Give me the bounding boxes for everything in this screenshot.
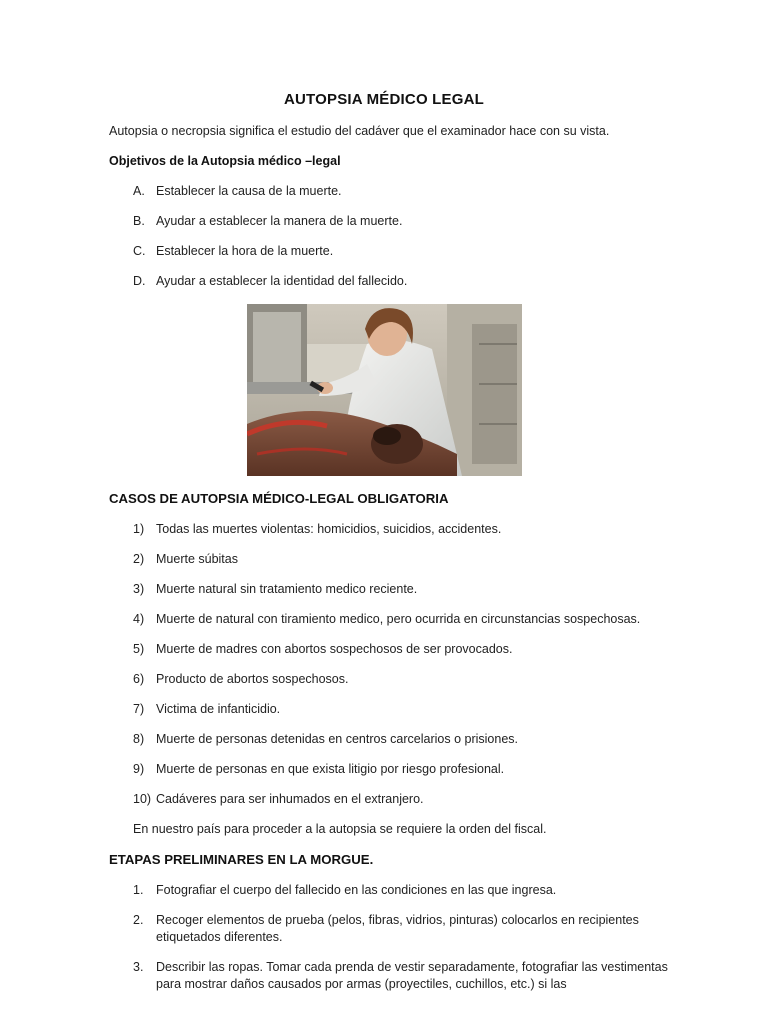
list-text: Muerte de madres con abortos sospechosos de ser provocados. [156, 642, 513, 656]
list-marker: B. [133, 214, 145, 228]
list-marker: 2) [133, 552, 145, 566]
list-marker: 1. [133, 883, 144, 897]
objective-item [133, 244, 333, 258]
case-item [133, 792, 424, 806]
list-text: Fotografiar el cuerpo del fallecido en las condiciones en las que ingresa. [156, 883, 557, 897]
list-marker: 4) [133, 612, 145, 626]
list-text: Establecer la causa de la muerte. [156, 184, 342, 198]
list-marker: 3) [133, 582, 145, 596]
fiscal-note: En nuestro país para proceder a la autopsia se requiere la orden del fiscal. [133, 822, 547, 836]
autopsy-photo-illustration [247, 304, 522, 476]
cases-heading: CASOS DE AUTOPSIA MÉDICO-LEGAL OBLIGATORIA [109, 491, 449, 506]
intro-paragraph: Autopsia o necropsia significa el estudio del cadáver que el examinador hace con su vista. [109, 124, 610, 138]
list-text: Cadáveres para ser inhumados en el extranjero. [156, 792, 424, 806]
list-text: Muerte de natural con tiramiento medico, pero ocurrida en circunstancias sospechosas. [156, 612, 641, 626]
objective-item [133, 274, 407, 288]
list-marker: 10) [133, 792, 152, 806]
case-item [133, 702, 280, 716]
list-marker: D. [133, 274, 146, 288]
list-marker: A. [133, 184, 145, 198]
stage-item [133, 882, 673, 899]
case-item [133, 612, 640, 626]
list-text: Ayudar a establecer la identidad del fallecido. [156, 274, 408, 288]
list-marker: 9) [133, 762, 145, 776]
case-item [133, 522, 501, 536]
list-text: Todas las muertes violentas: homicidios, suicidios, accidentes. [156, 522, 502, 536]
list-marker: 8) [133, 732, 145, 746]
list-marker: 2. [133, 913, 144, 927]
case-item [133, 642, 512, 656]
stage-item [133, 912, 673, 946]
list-text: Producto de abortos sospechosos. [156, 672, 349, 686]
list-marker: 5) [133, 642, 145, 656]
list-text: Establecer la hora de la muerte. [156, 244, 334, 258]
objective-item [133, 214, 402, 228]
list-marker: C. [133, 244, 146, 258]
document-title: AUTOPSIA MÉDICO LEGAL [283, 91, 485, 108]
stages-heading: ETAPAS PRELIMINARES EN LA MORGUE. [109, 852, 374, 867]
case-item [133, 762, 504, 776]
list-text: Muerte de personas en que exista litigio por riesgo profesional. [156, 762, 505, 776]
list-text: Muerte súbitas [156, 552, 238, 566]
list-text: Ayudar a establecer la manera de la muerte. [156, 214, 403, 228]
objective-item [133, 184, 342, 198]
case-item [133, 672, 348, 686]
case-item [133, 732, 518, 746]
list-text: Describir las ropas. Tomar cada prenda de vestir separadamente, fotografiar las vestimentas para mostrar daños causados por armas (proyectiles, cuchillos, etc.) si las [156, 960, 668, 991]
list-marker: 6) [133, 672, 145, 686]
list-text: Muerte natural sin tratamiento medico reciente. [156, 582, 418, 596]
autopsy-photo [247, 304, 522, 476]
case-item [133, 582, 417, 596]
list-marker: 7) [133, 702, 145, 716]
objectives-heading: Objetivos de la Autopsia médico –legal [109, 154, 341, 168]
list-text: Victima de infanticidio. [156, 702, 281, 716]
list-text: Recoger elementos de prueba (pelos, fibras, vidrios, pinturas) colocarlos en recipientes etiquetados diferentes. [156, 913, 639, 944]
stage-item [133, 959, 673, 993]
list-marker: 3. [133, 960, 144, 974]
list-text: Muerte de personas detenidas en centros carcelarios o prisiones. [156, 732, 519, 746]
case-item [133, 552, 238, 566]
list-marker: 1) [133, 522, 145, 536]
